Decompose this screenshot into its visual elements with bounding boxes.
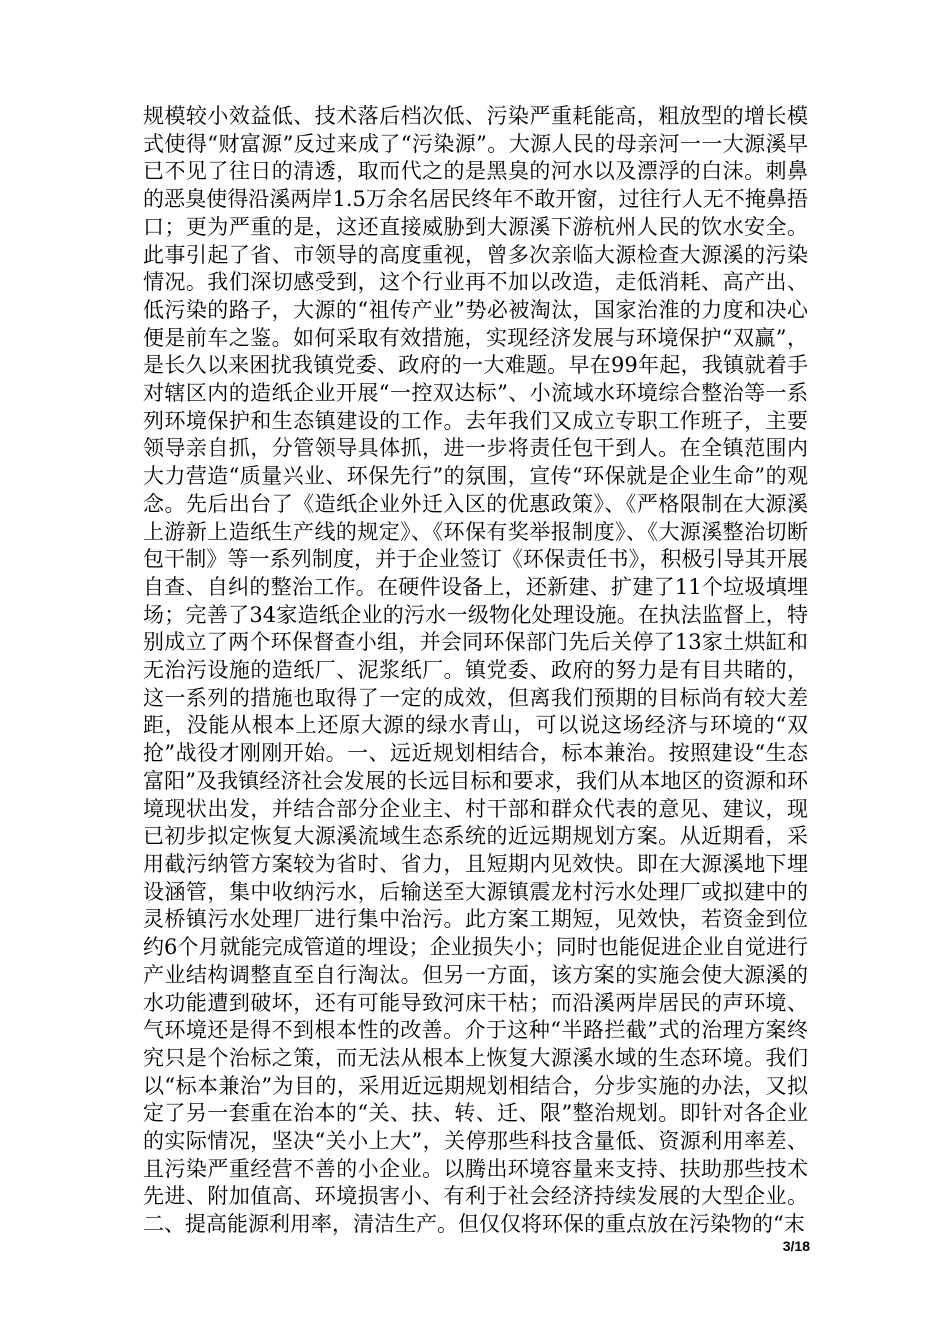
body-paragraph: 规模较小效益低、技术落后档次低、污染严重耗能高，粗放型的增长模式使得“财富源”反过来成了“污染源”。大源人民的母亲河一一大源溪早已不见了往日的清透，取而代之的是黑臭的河水以及漂浮的白沫。刺鼻的恶臭使得沿溪两岸1.5万余名居民终年不敢开窗，过往行人无不掩鼻捂口；更为严重的是，这还直接威胁到大源溪下游杭州人民的饮水安全。此事引起了省、市领导的高度重视，曾多次亲临大源检查大源溪的污染情况。我们深切感受到，这个行业再不加以改造，走低消耗、高产出、低污染的路子，大源的“祖传产业”势必被淘汰，国家治淮的力度和决心便是前车之鉴。如何采取有效措施，实现经济发展与环境保护“双赢”，是长久以来困扰我镇党委、政府的一大难题。早在99年起，我镇就着手对辖区内的造纸企业开展“一控双达标”、小流域水环境综合整治等一系列环境保护和生态镇建设的工作。去年我们又成立专职工作班子，主要领导亲自抓，分管领导具体抓，进一步将责任包干到人。在全镇范围内大力营造“质量兴业、环保先行”的氛围，宣传“环保就是企业生命”的观念。先后出台了《造纸企业外迁入区的优惠政策》、《严格限制在大源溪上游新上造纸生产线的规定》、《环保有奖举报制度》、《大源溪整治切断包干制》等一系列制度，并于企业签订《环保责任书》，积极引导其开展自查、自纠的整治工作。在硬件设备上，还新建、扩建了11个垃圾填埋场；完善了34家造纸企业的污水一级物化处理设施。在执法监督上，特别成立了两个环保督查小组，并会同环保部门先后关停了13家土烘缸和无治污设施的造纸厂、泥浆纸厂。镇党委、政府的努力是有目共睹的，这一系列的措施也取得了一定的成效，但离我们预期的目标尚有较大差距，没能从根本上还原大源的绿水青山，可以说这场经济与环境的“双抢”战役才刚刚开始。一、远近规划相结合，标本兼治。按照建设“生态富阳”及我镇经济社会发展的长远目标和要求，我们从本地区的资源和环境现状出发，并结合部分企业主、村干部和群众代表的意见、建议，现已初步拟定恢复大源溪流域生态系统的近远期规划方案。从近期看，采用截污纳管方案较为省时、省力，且短期内见效快。即在大源溪地下埋设涵管，集中收纳污水，后输送至大源镇震龙村污水处理厂或拟建中的灵桥镇污水处理厂进行集中治污。此方案工期短，见效快，若资金到位约6个月就能完成管道的埋设；企业损失小；同时也能促进企业自觉进行产业结构调整直至自行淘汰。但另一方面，该方案的实施会使大源溪的水功能遭到破坏，还有可能导致河床干枯；而沿溪两岸居民的声环境、气环境还是得不到根本性的改善。介于这种“半路拦截”式的治理方案终究只是个治标之策，而无法从根本上恢复大源溪水域的生态环境。我们以“标本兼治”为目的，采用近远期规划相结合，分步实施的办法，又拟定了另一套重在治本的“关、扶、转、迁、限”整治规划。即针对各企业的实际情况，坚决“关小上大”，关停那些科技含量低、资源利用率差、且污染严重经营不善的小企业。以腾出环境容量来支持、扶助那些技术先进、附加值高、环境损害小、有利于社会经济持续发展的大型企业。二、提高能源利用率，清洁生产。但仅仅将环保的重点放在污染物的“末 [143, 104, 808, 1237]
page-number: 3/18 [782, 1238, 810, 1254]
